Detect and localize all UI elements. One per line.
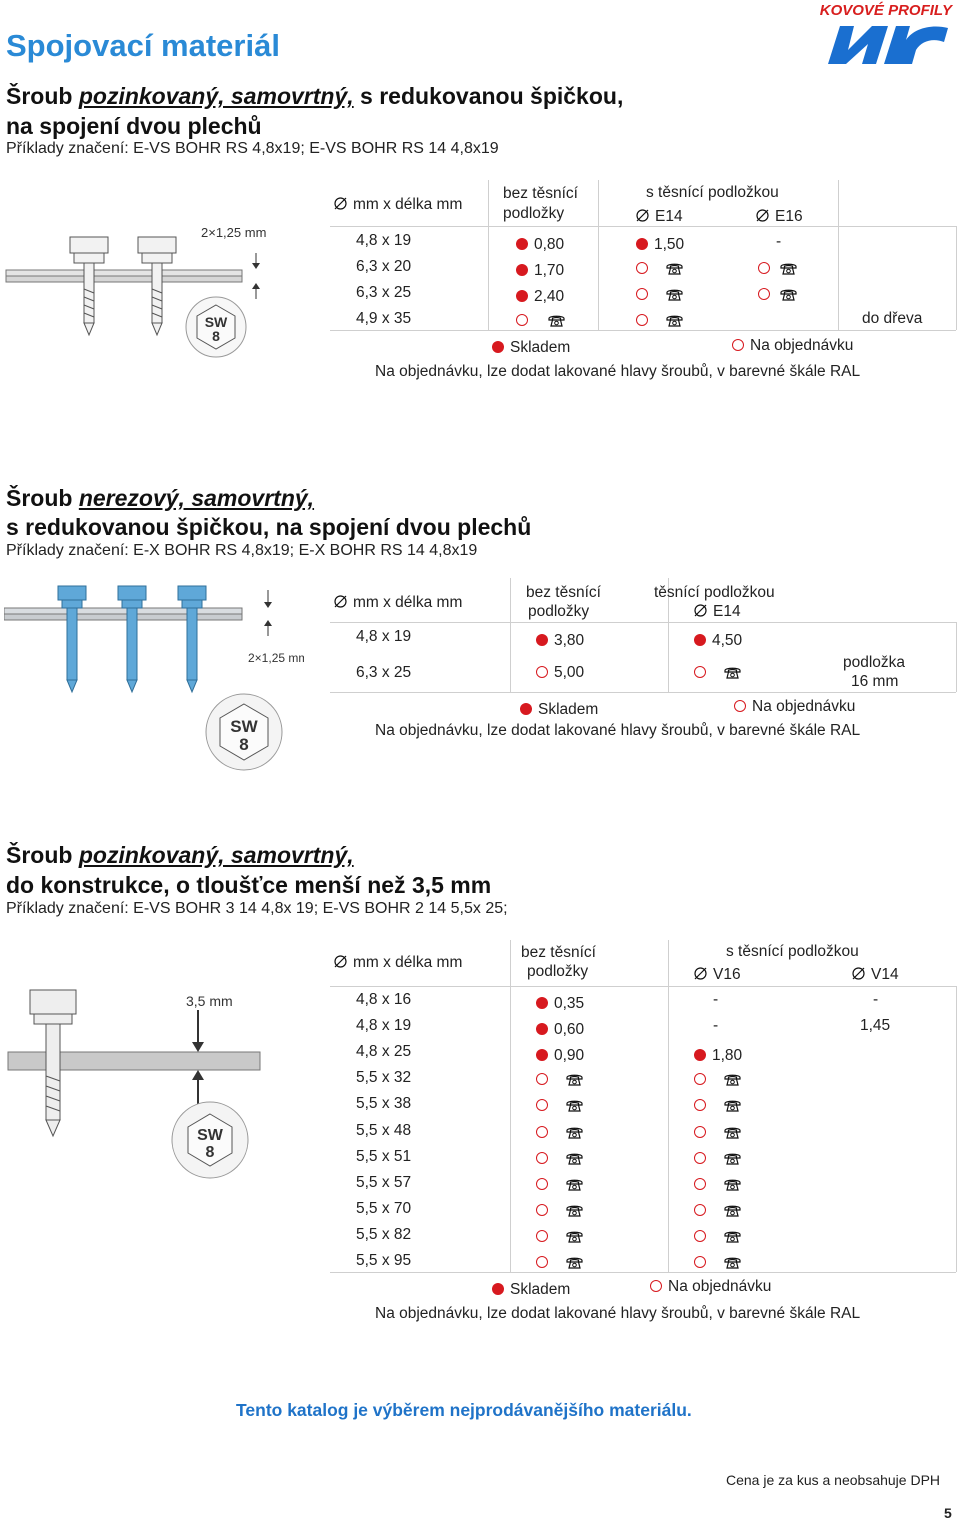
s3-legend-order: Na objednávku	[650, 1278, 771, 1296]
section1-title-b: s redukovanou špičkou,	[353, 83, 624, 109]
filled-dot-icon	[536, 634, 548, 646]
diameter-icon	[694, 604, 707, 617]
section2-screw-image	[4, 578, 304, 778]
table-row-a	[536, 1202, 583, 1220]
svg-text:8: 8	[205, 1144, 215, 1161]
filled-dot-icon	[516, 238, 528, 250]
ring-icon	[636, 288, 648, 300]
page-title: Spojovací materiál	[6, 28, 280, 63]
logo-text: KOVOVÉ PROFILY	[819, 2, 952, 19]
filled-dot-icon	[492, 1283, 504, 1295]
table-row-size: 5,5 x 95	[356, 1252, 412, 1269]
table-row-size: 5,5 x 38	[356, 1095, 412, 1113]
section2-title-line2: s redukovanou špičkou, na spojení dvou plechů	[6, 514, 532, 540]
screw-diagram-icon	[4, 215, 276, 365]
s1-legend-note: Na objednávku, lze dodat lakované hlavy šroubů, v barevné škále RAL	[375, 363, 861, 380]
phone-icon	[666, 288, 683, 301]
s1-row4-a	[516, 312, 565, 330]
table-row-b	[694, 1176, 741, 1194]
s1-legend-stock: Skladem	[492, 339, 570, 357]
table-row-b	[694, 1254, 741, 1272]
section3-title	[6, 842, 354, 869]
filled-dot-icon	[694, 1049, 706, 1061]
phone-icon	[566, 1204, 583, 1217]
ring-icon	[734, 700, 746, 712]
s3-col-washer: s těsnící podložkou	[726, 943, 859, 960]
s2-note-2: 16 mm	[851, 673, 899, 690]
section3-screw-image	[6, 982, 266, 1222]
section3-title-line2: do konstrukce, o tloušťce menší než 3,5 mm	[6, 872, 492, 898]
table-row-b	[694, 1071, 741, 1089]
phone-icon	[724, 1099, 741, 1112]
table-row-b	[694, 1097, 741, 1115]
s3-dim-label: 3,5 mm	[186, 993, 233, 1009]
s1-col-size: mm x délka mm	[334, 196, 462, 214]
s2-col-e14: E14	[694, 603, 741, 621]
s1-row2-c	[758, 260, 797, 278]
diameter-icon	[852, 967, 865, 980]
table-row-a	[536, 1097, 583, 1115]
svg-text:SW: SW	[230, 717, 258, 736]
section1-title-underlined: pozinkovaný, samovrtný,	[78, 83, 354, 109]
s1-row3-c	[758, 286, 797, 304]
svg-text:8: 8	[212, 328, 220, 344]
s1-row3-size: 6,3 x 25	[356, 284, 412, 301]
filled-dot-icon	[516, 290, 528, 302]
phone-icon	[724, 1230, 741, 1243]
s1-col-nowasher-2: podložky	[503, 205, 565, 222]
phone-icon	[780, 262, 797, 275]
s1-col-washer: s těsnící podložkou	[646, 184, 779, 201]
diameter-icon	[334, 197, 347, 210]
s2-row1-b: 4,50	[694, 632, 742, 650]
s3-col-size: mm x délka mm	[334, 954, 462, 972]
s1-col-e16: E16	[756, 208, 803, 226]
diameter-icon	[756, 209, 769, 222]
table-row-c: 1,45	[860, 1017, 891, 1035]
s1-row4-size: 4,9 x 35	[356, 310, 412, 327]
table-row-size: 4,8 x 16	[356, 991, 412, 1008]
screw-diagram-icon	[4, 578, 304, 778]
table-row-b	[694, 1228, 741, 1246]
logo-mark-icon	[826, 20, 954, 68]
s2-col-nowasher-1: bez těsnící	[526, 584, 601, 601]
ring-icon	[636, 262, 648, 274]
diameter-icon	[334, 595, 347, 608]
s2-col-washer: těsnící podložkou	[654, 584, 775, 601]
phone-icon	[666, 314, 683, 327]
ring-icon	[636, 314, 648, 326]
table-row-b	[694, 1124, 741, 1142]
phone-icon	[566, 1126, 583, 1139]
table-row-b: 1,80	[694, 1047, 742, 1065]
s2-legend-stock: Skladem	[520, 701, 598, 719]
table-row-a	[536, 1176, 583, 1194]
table-row-a	[536, 1254, 583, 1272]
s2-row1-size: 4,8 x 19	[356, 628, 412, 645]
ring-icon	[694, 1126, 706, 1138]
phone-icon	[724, 1256, 741, 1269]
s1-row2-a: 1,70	[516, 262, 564, 280]
ring-icon	[536, 1230, 548, 1242]
section3-title-a: Šroub	[6, 842, 79, 868]
ring-icon	[758, 288, 770, 300]
table-row-size: 4,8 x 19	[356, 1017, 412, 1035]
screw-diagram-icon	[6, 982, 266, 1222]
company-logo	[819, 2, 954, 68]
table-row-c: -	[873, 991, 879, 1008]
s2-row2-size: 6,3 x 25	[356, 664, 412, 681]
table-row-size: 5,5 x 82	[356, 1225, 412, 1243]
s3-legend-note: Na objednávku, lze dodat lakované hlavy šroubů, v barevné škále RAL	[375, 1305, 861, 1322]
table-row-size: 4,8 x 25	[356, 1043, 412, 1061]
s3-col-nowasher-1: bez těsnící	[521, 944, 596, 961]
s2-row2-b	[694, 664, 741, 682]
ring-icon	[536, 666, 548, 678]
phone-icon	[566, 1256, 583, 1269]
phone-icon	[566, 1099, 583, 1112]
s1-row4-b	[636, 312, 683, 330]
filled-dot-icon	[636, 238, 648, 250]
table-row-a	[536, 1124, 583, 1142]
s2-col-nowasher-2: podložky	[528, 603, 590, 620]
diameter-icon	[636, 209, 649, 222]
s1-row2-size: 6,3 x 20	[356, 258, 412, 275]
phone-icon	[566, 1073, 583, 1086]
section2-examples: Příklady značení: E-X BOHR RS 4,8x19; E-X BOHR RS 14 4,8x19	[6, 542, 478, 559]
phone-icon	[724, 1178, 741, 1191]
s2-note-1: podložka	[843, 654, 906, 671]
svg-text:SW: SW	[197, 1127, 223, 1144]
s3-col-nowasher-2: podložky	[527, 963, 589, 980]
ring-icon	[758, 262, 770, 274]
filled-dot-icon	[520, 703, 532, 715]
filled-dot-icon	[492, 341, 504, 353]
table-row-size: 5,5 x 32	[356, 1069, 412, 1087]
section3-examples: Příklady značení: E-VS BOHR 3 14 4,8x 19; E-VS BOHR 2 14 5,5x 25;	[6, 900, 508, 917]
table-row-b: -	[713, 1017, 719, 1035]
filled-dot-icon	[516, 264, 528, 276]
catalog-highlight-note: Tento katalog je výběrem nejprodávanějšího materiálu.	[236, 1400, 692, 1420]
price-note: Cena je za kus a neobsahuje DPH	[726, 1472, 941, 1488]
s2-dim-label: 2×1,25 mm	[248, 651, 304, 665]
table-row-b: -	[713, 991, 719, 1008]
ring-icon	[694, 666, 706, 678]
section1-title	[6, 83, 623, 110]
section1-examples: Příklady značení: E-VS BOHR RS 4,8x19; E-VS BOHR RS 14 4,8x19	[6, 140, 499, 157]
ring-icon	[694, 1204, 706, 1216]
ring-icon	[536, 1152, 548, 1164]
table-row-b	[694, 1150, 741, 1168]
section1-screw-image	[4, 215, 276, 365]
table-row-a	[536, 1071, 583, 1089]
phone-icon	[566, 1178, 583, 1191]
table-row-size: 5,5 x 51	[356, 1147, 412, 1165]
filled-dot-icon	[694, 634, 706, 646]
table-row-size: 5,5 x 48	[356, 1121, 412, 1139]
s1-legend-order: Na objednávku	[732, 337, 853, 355]
phone-icon	[548, 314, 565, 327]
section2-title-underlined: nerezový, samovrtný,	[78, 485, 315, 511]
s2-row1-a: 3,80	[536, 632, 584, 650]
table-row-b	[694, 1202, 741, 1220]
section2-title	[6, 485, 314, 512]
filled-dot-icon	[536, 997, 548, 1009]
section3-title-underlined: pozinkovaný, samovrtný,	[78, 842, 354, 868]
table-row-size: 5,5 x 57	[356, 1173, 412, 1191]
section1-title-a: Šroub	[6, 83, 79, 109]
s1-row3-b	[636, 286, 683, 304]
ring-icon	[536, 1099, 548, 1111]
phone-icon	[566, 1152, 583, 1165]
table-row-a: 0,60	[536, 1021, 584, 1039]
s3-col-v14: V14	[852, 966, 899, 984]
table-row-a: 0,35	[536, 995, 584, 1013]
phone-icon	[724, 1204, 741, 1217]
s1-col-nowasher-1: bez těsnící	[503, 185, 578, 202]
s1-row2-b	[636, 260, 683, 278]
s1-col-e14: E14	[636, 208, 683, 226]
filled-dot-icon	[536, 1023, 548, 1035]
svg-text:SW: SW	[204, 314, 228, 330]
diameter-icon	[694, 967, 707, 980]
ring-icon	[536, 1178, 548, 1190]
ring-icon	[694, 1256, 706, 1268]
s3-col-v16: V16	[694, 966, 741, 984]
svg-text:8: 8	[239, 735, 249, 754]
s1-row3-a: 2,40	[516, 288, 564, 306]
section1-title-line2: na spojení dvou plechů	[6, 113, 262, 139]
ring-icon	[694, 1178, 706, 1190]
table-row-a: 0,90	[536, 1047, 584, 1065]
ring-icon	[694, 1152, 706, 1164]
phone-icon	[724, 1152, 741, 1165]
s1-row1-b: 1,50	[636, 236, 684, 254]
s1-row1-size: 4,8 x 19	[356, 232, 412, 249]
phone-icon	[724, 666, 741, 679]
ring-icon	[536, 1204, 548, 1216]
section2-title-a: Šroub	[6, 485, 79, 511]
ring-icon	[694, 1073, 706, 1085]
s3-legend-stock: Skladem	[492, 1281, 570, 1299]
phone-icon	[566, 1230, 583, 1243]
ring-icon	[732, 339, 744, 351]
table-row-size: 5,5 x 70	[356, 1199, 412, 1217]
ring-icon	[536, 1126, 548, 1138]
phone-icon	[724, 1073, 741, 1086]
ring-icon	[694, 1230, 706, 1242]
phone-icon	[666, 262, 683, 275]
s1-row1-a: 0,80	[516, 236, 564, 254]
ring-icon	[536, 1073, 548, 1085]
table-row-a	[536, 1228, 583, 1246]
diameter-icon	[334, 955, 347, 968]
s2-col-size: mm x délka mm	[334, 594, 462, 612]
table-row-a	[536, 1150, 583, 1168]
phone-icon	[780, 288, 797, 301]
s2-row2-a: 5,00	[536, 664, 584, 682]
s1-dim-label: 2×1,25 mm	[201, 225, 267, 240]
phone-icon	[724, 1126, 741, 1139]
filled-dot-icon	[536, 1049, 548, 1061]
ring-icon	[516, 314, 528, 326]
s2-legend-note: Na objednávku, lze dodat lakované hlavy šroubů, v barevné škále RAL	[375, 722, 861, 739]
ring-icon	[650, 1280, 662, 1292]
ring-icon	[536, 1256, 548, 1268]
s1-note-wood: do dřeva	[862, 310, 923, 327]
s2-legend-order: Na objednávku	[734, 698, 855, 716]
ring-icon	[694, 1099, 706, 1111]
s1-row1-c: -	[776, 233, 782, 250]
page-number: 5	[944, 1505, 952, 1521]
